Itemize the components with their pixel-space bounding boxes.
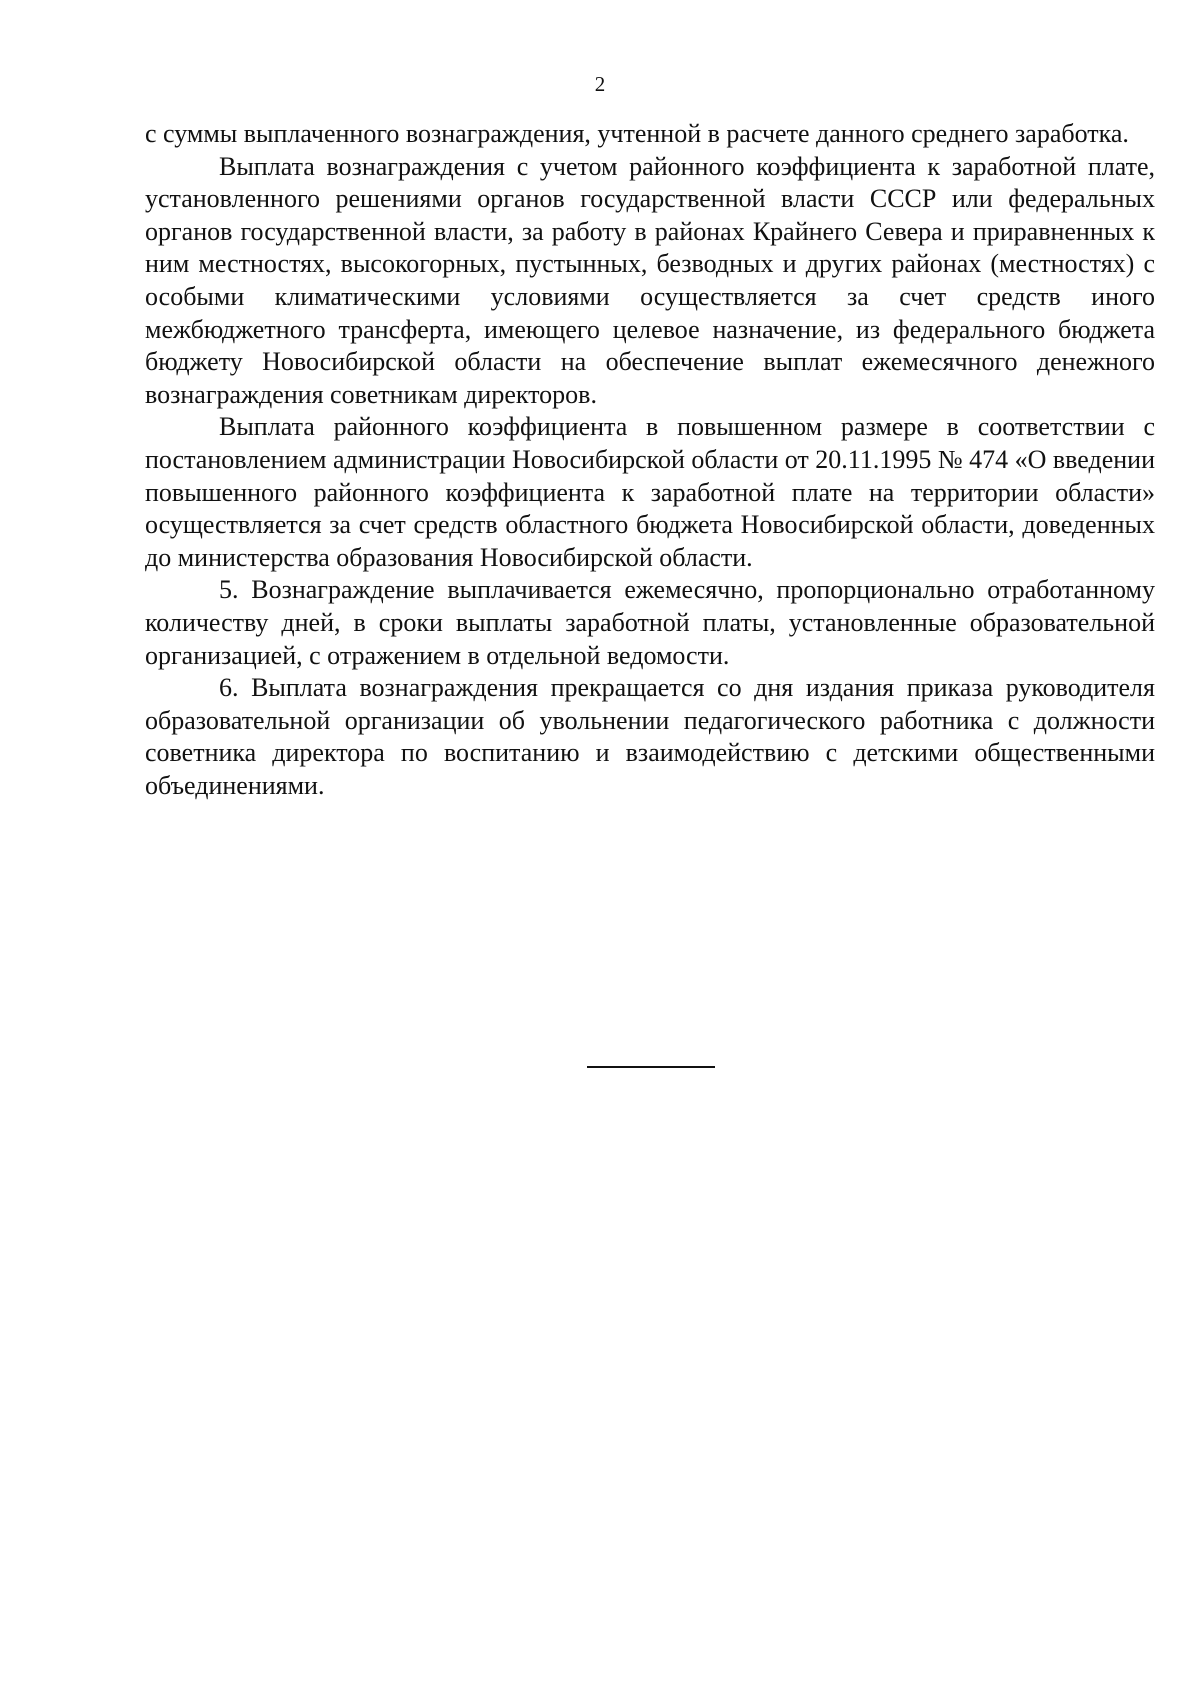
paragraph-item-6: 6. Выплата вознаграждения прекращается со дня издания приказа руководителя образовательной организации об увольнении педагогического работника с должности советника директора по воспитанию и взаимодействию с детскими общественными объединениями. [145, 673, 1155, 800]
paragraph-continuation: с суммы выплаченного вознаграждения, учтенной в расчете данного среднего заработка. [145, 119, 1129, 148]
document-body [145, 118, 1155, 802]
paragraph-regional-coefficient: Выплата вознаграждения с учетом районного коэффициента к заработной плате, установленного решениями органов государственной власти СССР или федеральных органов государственной власти, за работу в районах Крайнего Севера и приравненных к ним местностях, высокогорных, пустынных, безводных и других районах (местностях) с особыми климатическими условиями осуществляется за счет средств иного межбюджетного трансферта, имеющего целевое назначение, из федерального бюджета бюджету Новосибирской области на обеспечение выплат ежемесячного денежного вознаграждения советникам директоров. [145, 151, 1155, 409]
page-number: 2 [594, 72, 606, 96]
paragraph-item-5: 5. Вознаграждение выплачивается ежемесячно, пропорционально отработанному количеству дней, в сроки выплаты заработной платы, установленные образовательной организацией, с отражением в отдельной ведомости. [145, 575, 1155, 670]
end-of-document-rule [587, 1066, 715, 1068]
paragraph-increased-coefficient: Выплата районного коэффициента в повышенном размере в соответствии с постановлением администрации Новосибирской области от 20.11.1995 № 474 «О введении повышенного районного коэффициента к заработной плате на территории области» осуществляется за счет средств областного бюджета Новосибирской области, доведенных до министерства образования Новосибирской области. [145, 412, 1156, 572]
